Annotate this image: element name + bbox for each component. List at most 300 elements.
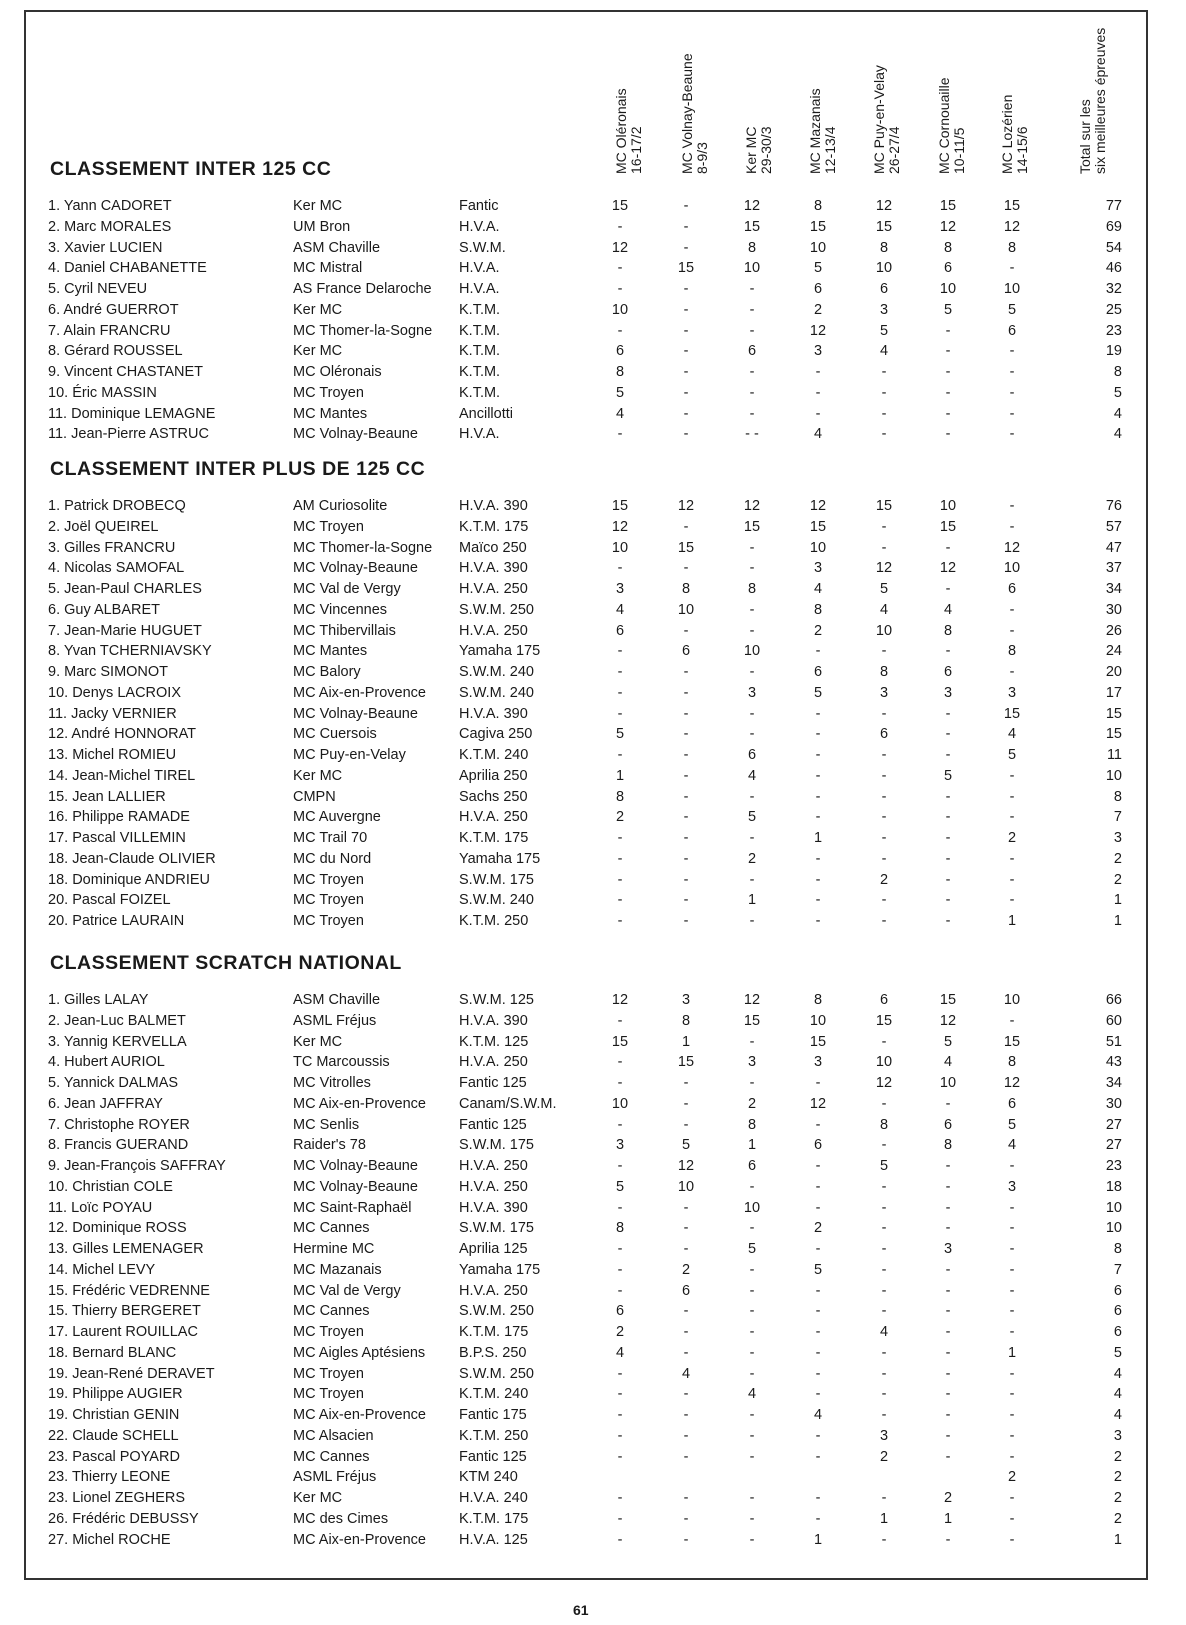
result-event-4: 2 — [813, 301, 823, 318]
total-points: 34 — [1105, 1075, 1122, 1091]
result-event-7: - — [1009, 384, 1015, 401]
club-name: MC Cuersois — [293, 726, 377, 743]
motorcycle-make: H.V.A. 125 — [459, 1531, 528, 1548]
result-event-7: 5 — [1007, 1116, 1017, 1133]
club-name: MC Saint-Raphaël — [293, 1199, 412, 1216]
total-points: 6 — [1113, 1303, 1122, 1320]
result-event-6: - — [945, 643, 951, 660]
result-event-4: - — [815, 1344, 821, 1361]
result-event-1: - — [617, 1531, 623, 1548]
result-event-2: - — [683, 1386, 689, 1403]
result-event-7: - — [1009, 518, 1015, 535]
rider-rank: 10. — [48, 1178, 69, 1195]
result-event-7: - — [1009, 767, 1015, 784]
result-event-3: 10 — [743, 1199, 761, 1216]
rider-full-name: Philippe AUGIER — [72, 1386, 183, 1403]
result-event-2: 6 — [681, 643, 691, 660]
rider-name — [48, 1013, 186, 1029]
club-name: MC Troyen — [293, 913, 364, 929]
result-event-6: - — [945, 913, 951, 929]
rider-rank: 9. — [48, 1158, 61, 1174]
motorcycle-make: S.W.M. — [459, 239, 506, 256]
result-event-5: 8 — [879, 239, 889, 256]
rider-full-name: Pascal FOIZEL — [72, 892, 171, 909]
result-event-4: 10 — [809, 1012, 827, 1029]
motorcycle-make: S.W.M. 240 — [459, 684, 534, 701]
table-row — [0, 623, 1186, 643]
table-row — [0, 343, 1186, 363]
motorcycle-make: H.V.A. 250 — [459, 581, 528, 597]
result-event-1: 12 — [611, 239, 629, 256]
result-event-4: 3 — [813, 1054, 823, 1071]
club-name: MC Troyen — [293, 1324, 364, 1340]
result-event-3: 1 — [747, 1137, 757, 1154]
rider-name — [48, 602, 160, 618]
result-event-3: - — [749, 1448, 755, 1465]
motorcycle-make: K.T.M. 250 — [459, 1427, 529, 1444]
result-event-4: - — [815, 1490, 821, 1506]
result-event-5: - — [881, 518, 887, 535]
table-row — [0, 323, 1186, 343]
result-event-7: - — [1009, 1427, 1015, 1444]
result-event-2: - — [683, 560, 689, 577]
rider-full-name: Dominique LEMAGNE — [71, 405, 216, 422]
result-event-7: 3 — [1007, 684, 1017, 701]
table-row — [0, 540, 1186, 560]
column-header-total: Total sur les six meilleures épreuves — [1077, 27, 1108, 174]
result-event-4: - — [815, 364, 821, 380]
motorcycle-make: Ancillotti — [459, 405, 513, 422]
result-event-4: 8 — [813, 198, 823, 214]
result-event-7: - — [1009, 1158, 1015, 1174]
motorcycle-make: K.T.M. 175 — [459, 830, 529, 846]
rider-rank: 15. — [48, 788, 69, 805]
result-event-2: - — [683, 788, 689, 805]
rider-rank: 4. — [48, 1054, 61, 1071]
motorcycle-make: H.V.A. — [459, 426, 500, 443]
total-points: 30 — [1105, 601, 1122, 618]
rider-full-name: Dominique ROSS — [72, 1220, 187, 1237]
result-event-4: - — [815, 1427, 821, 1444]
result-event-4: 12 — [809, 322, 827, 339]
result-event-1: 2 — [615, 809, 625, 826]
result-event-5: 10 — [875, 1054, 893, 1071]
result-event-6: 3 — [943, 684, 953, 701]
rider-rank: 20. — [48, 913, 69, 929]
section-title: CLASSEMENT INTER PLUS DE 125 CC — [50, 458, 426, 480]
result-event-6: - — [945, 892, 951, 909]
total-points: 76 — [1105, 498, 1122, 514]
rider-name — [48, 1262, 155, 1278]
total-points: 10 — [1105, 1199, 1122, 1216]
table-row — [0, 406, 1186, 426]
result-event-7: - — [1009, 892, 1015, 909]
result-event-4: 15 — [809, 218, 827, 235]
rider-name — [48, 426, 209, 442]
rider-name — [48, 281, 147, 297]
result-event-5: - — [881, 913, 887, 929]
rider-rank: 8. — [48, 343, 61, 360]
rider-full-name: Yannig KERVELLA — [63, 1033, 187, 1050]
club-name: Raider's 78 — [293, 1137, 366, 1154]
total-points: 2 — [1113, 1448, 1122, 1465]
result-event-5: - — [881, 1199, 887, 1216]
table-row — [0, 1532, 1186, 1552]
result-event-7: 12 — [1003, 218, 1021, 235]
club-name: MC Cannes — [293, 1220, 370, 1237]
rider-full-name: Michel ROCHE — [72, 1531, 171, 1548]
result-event-4: 4 — [813, 581, 823, 597]
rider-rank: 3. — [48, 539, 61, 556]
result-event-4: 6 — [813, 1137, 823, 1154]
result-event-3: - — [749, 726, 755, 743]
rider-rank: 1. — [48, 498, 61, 514]
table-row — [0, 219, 1186, 239]
club-name: MC Trail 70 — [293, 830, 368, 846]
total-points: 15 — [1105, 705, 1122, 722]
rider-name — [48, 1137, 188, 1153]
result-event-2: - — [683, 426, 689, 443]
motorcycle-make: Sachs 250 — [459, 788, 528, 805]
rider-name — [48, 198, 172, 214]
motorcycle-make: H.V.A. — [459, 281, 500, 297]
rider-rank: 26. — [48, 1510, 69, 1527]
result-event-4: 5 — [813, 260, 823, 277]
result-event-1: 12 — [611, 518, 629, 535]
rider-rank: 27. — [48, 1531, 69, 1548]
result-event-1: - — [617, 1075, 623, 1091]
rider-name — [48, 1034, 187, 1050]
rider-rank: 10. — [48, 684, 69, 701]
total-points: 10 — [1105, 767, 1122, 784]
result-event-5: 1 — [879, 1510, 889, 1527]
result-event-3: 3 — [747, 684, 757, 701]
result-event-3: 2 — [747, 1095, 757, 1112]
result-event-1: 6 — [615, 1303, 625, 1320]
motorcycle-make: H.V.A. — [459, 218, 500, 235]
rider-rank: 7. — [48, 622, 61, 639]
motorcycle-make: K.T.M. 175 — [459, 1510, 529, 1527]
motorcycle-make: S.W.M. 175 — [459, 1137, 534, 1154]
rider-full-name: Thierry LEONE — [71, 1469, 171, 1486]
result-event-4: - — [815, 871, 821, 888]
motorcycle-make: Fantic — [459, 198, 499, 214]
total-points: 2 — [1113, 1469, 1122, 1486]
result-event-1: - — [617, 281, 623, 297]
club-name: MC Aigles Aptésiens — [293, 1344, 426, 1361]
result-event-4: 10 — [809, 539, 827, 556]
motorcycle-make: Yamaha 175 — [459, 850, 541, 867]
result-event-3: - — [749, 405, 755, 422]
result-event-5: - — [881, 788, 887, 805]
result-event-6: - — [945, 1095, 951, 1112]
result-event-4: 2 — [813, 1220, 823, 1237]
result-event-1: - — [617, 913, 623, 929]
result-event-1: 8 — [615, 1220, 625, 1237]
result-event-6: - — [945, 581, 951, 597]
result-event-7: - — [1009, 1241, 1015, 1257]
result-event-7: 5 — [1007, 301, 1017, 318]
result-event-6: 2 — [943, 1490, 953, 1506]
result-event-7: - — [1009, 498, 1015, 514]
result-event-7: - — [1009, 405, 1015, 422]
result-event-1: 5 — [615, 1178, 625, 1195]
total-points: 8 — [1113, 1241, 1122, 1257]
rider-full-name: Jean-Claude OLIVIER — [72, 850, 216, 867]
result-event-5: 4 — [879, 1324, 889, 1340]
rider-rank: 8. — [48, 1137, 61, 1154]
rider-name — [48, 1096, 163, 1112]
result-event-3: - — [749, 622, 755, 639]
club-name: MC Alsacien — [293, 1427, 374, 1444]
table-row — [0, 768, 1186, 788]
total-points: 8 — [1113, 364, 1122, 380]
motorcycle-make: S.W.M. 250 — [459, 1303, 534, 1320]
rider-full-name: Christian COLE — [72, 1178, 173, 1195]
result-event-4: - — [815, 1365, 821, 1382]
result-event-3: - — [749, 913, 755, 929]
total-points: 1 — [1113, 913, 1122, 929]
total-points: 69 — [1105, 218, 1122, 235]
club-name: Hermine MC — [293, 1241, 375, 1257]
result-event-4: - — [815, 767, 821, 784]
result-event-3: 15 — [743, 1012, 761, 1029]
result-event-1: 10 — [611, 301, 629, 318]
result-event-3: 5 — [747, 809, 757, 826]
rider-name — [48, 1490, 185, 1506]
total-points: 27 — [1105, 1137, 1122, 1154]
motorcycle-make: K.T.M. 250 — [459, 913, 529, 929]
result-event-2: - — [683, 1095, 689, 1112]
result-event-6: 5 — [943, 767, 953, 784]
motorcycle-make: K.T.M. 175 — [459, 1324, 529, 1340]
result-event-2: - — [683, 664, 689, 680]
total-points: 2 — [1113, 1490, 1122, 1506]
rider-full-name: Bernard BLANC — [72, 1344, 177, 1361]
motorcycle-make: H.V.A. 390 — [459, 705, 528, 722]
rider-full-name: Jean-Luc BALMET — [64, 1012, 186, 1029]
club-name: MC Volnay-Beaune — [293, 560, 418, 577]
motorcycle-make: Cagiva 250 — [459, 726, 533, 743]
motorcycle-make: Fantic 175 — [459, 1407, 527, 1423]
result-event-7: 8 — [1007, 239, 1017, 256]
rider-name — [48, 664, 168, 680]
table-row — [0, 789, 1186, 809]
rider-name — [48, 872, 210, 888]
total-points: 2 — [1113, 850, 1122, 867]
result-event-6: 15 — [939, 992, 957, 1008]
result-event-2: - — [683, 684, 689, 701]
result-event-6: - — [945, 384, 951, 401]
result-event-6: - — [945, 1531, 951, 1548]
result-event-4: - — [815, 705, 821, 722]
result-event-6: 4 — [943, 601, 953, 618]
table-row — [0, 1511, 1186, 1531]
total-points: 51 — [1105, 1033, 1122, 1050]
result-event-3: 15 — [743, 518, 761, 535]
result-event-7: 15 — [1003, 1033, 1021, 1050]
club-name: MC Mistral — [293, 260, 363, 277]
total-points: 10 — [1105, 1220, 1122, 1237]
result-event-4: - — [815, 1510, 821, 1527]
total-points: 7 — [1113, 1261, 1122, 1278]
result-event-5: 12 — [875, 198, 893, 214]
rider-rank: 8. — [48, 643, 61, 660]
table-row — [0, 913, 1186, 933]
result-event-4: 6 — [813, 664, 823, 680]
rider-name — [48, 1054, 165, 1070]
result-event-7: 12 — [1003, 1075, 1021, 1091]
result-event-3: - — [749, 539, 755, 556]
result-event-2: - — [683, 1490, 689, 1506]
result-event-2: - — [683, 364, 689, 380]
club-name: MC Troyen — [293, 384, 364, 401]
total-points: 23 — [1105, 1158, 1122, 1174]
total-points: 34 — [1105, 581, 1122, 597]
result-event-4: 5 — [813, 684, 823, 701]
result-event-7: - — [1009, 871, 1015, 888]
result-event-4: 15 — [809, 518, 827, 535]
result-event-5: 4 — [879, 343, 889, 360]
motorcycle-make: H.V.A. 390 — [459, 1199, 528, 1216]
result-event-6: 12 — [939, 218, 957, 235]
rider-name — [48, 1407, 179, 1423]
table-row — [0, 1013, 1186, 1033]
result-event-6: 5 — [943, 1033, 953, 1050]
table-row — [0, 1158, 1186, 1178]
total-points: 17 — [1105, 684, 1122, 701]
rider-rank: 1. — [48, 992, 61, 1008]
rider-full-name: Xavier LUCIEN — [64, 239, 163, 256]
rider-full-name: Pascal VILLEMIN — [72, 830, 186, 846]
result-event-2: - — [683, 1220, 689, 1237]
club-name: ASML Fréjus — [293, 1469, 377, 1486]
result-event-5: 3 — [879, 301, 889, 318]
result-event-1: - — [617, 684, 623, 701]
rider-rank: 7. — [48, 1116, 61, 1133]
result-event-1: - — [617, 664, 623, 680]
rider-rank: 9. — [48, 364, 61, 380]
rider-name — [48, 913, 184, 929]
result-event-4: - — [815, 1199, 821, 1216]
rider-full-name: Frédéric DEBUSSY — [72, 1510, 199, 1527]
result-event-4: - — [815, 726, 821, 743]
rider-rank: 13. — [48, 747, 69, 763]
result-event-5: 12 — [875, 1075, 893, 1091]
result-event-5: 5 — [879, 581, 889, 597]
rider-full-name: Éric MASSIN — [72, 384, 157, 401]
table-row — [0, 1407, 1186, 1427]
result-event-3: - — [749, 281, 755, 297]
result-event-5: - — [881, 705, 887, 722]
section-title: CLASSEMENT INTER 125 CC — [50, 158, 332, 180]
result-event-1: - — [617, 1407, 623, 1423]
rider-rank: 15. — [48, 1303, 69, 1320]
rider-name — [48, 219, 171, 235]
result-event-2: - — [683, 809, 689, 826]
table-row — [0, 1054, 1186, 1074]
result-event-6: - — [945, 1427, 951, 1444]
result-event-4: - — [815, 1303, 821, 1320]
total-points: 30 — [1105, 1095, 1122, 1112]
total-points: 66 — [1105, 992, 1122, 1008]
result-event-5: - — [881, 364, 887, 380]
result-event-3: - — [749, 601, 755, 618]
result-event-5: - — [881, 1261, 887, 1278]
club-name: MC Val de Vergy — [293, 1282, 401, 1299]
result-event-1: - — [617, 218, 623, 235]
total-points: 4 — [1113, 426, 1122, 443]
rider-full-name: Jacky VERNIER — [71, 705, 177, 722]
rider-rank: 1. — [48, 198, 61, 214]
rider-rank: 5. — [48, 581, 61, 597]
result-event-6: 10 — [939, 281, 957, 297]
result-event-1: 6 — [615, 343, 625, 360]
motorcycle-make: H.V.A. 240 — [459, 1490, 528, 1506]
result-event-2: - — [683, 1344, 689, 1361]
result-event-2: - — [683, 343, 689, 360]
result-event-5: 10 — [875, 260, 893, 277]
rider-full-name: André HONNORAT — [71, 726, 197, 743]
motorcycle-make: H.V.A. 390 — [459, 560, 528, 577]
result-event-1: 8 — [615, 788, 625, 805]
rider-full-name: Jean-Michel TIREL — [72, 767, 196, 784]
rider-name — [48, 1428, 179, 1444]
result-event-2: - — [683, 1510, 689, 1527]
result-event-1: 15 — [611, 498, 629, 514]
club-name: MC Val de Vergy — [293, 581, 401, 597]
rider-name — [48, 1532, 171, 1548]
result-event-3: - - — [745, 426, 759, 443]
total-points: 8 — [1113, 788, 1122, 805]
result-event-3: 15 — [743, 218, 761, 235]
rider-full-name: Patrick DROBECQ — [64, 498, 186, 514]
table-row — [0, 643, 1186, 663]
result-event-7: 6 — [1007, 581, 1017, 597]
result-event-2: - — [683, 705, 689, 722]
result-event-6: - — [945, 871, 951, 888]
table-row — [0, 747, 1186, 767]
column-header-event-2: MC Volnay-Beaune 8-9/3 — [679, 53, 710, 174]
result-event-2: - — [683, 871, 689, 888]
result-event-1: - — [617, 1282, 623, 1299]
rider-full-name: Michel LEVY — [72, 1261, 156, 1278]
result-event-7: - — [1009, 622, 1015, 639]
total-points: 15 — [1105, 726, 1122, 743]
result-event-2: - — [683, 239, 689, 256]
result-event-7: - — [1009, 1261, 1015, 1278]
rider-name — [48, 240, 162, 256]
result-event-3: 6 — [747, 747, 757, 763]
result-event-2: 12 — [677, 498, 695, 514]
result-event-6: 8 — [943, 239, 953, 256]
rider-rank: 14. — [48, 767, 69, 784]
result-event-2: - — [683, 850, 689, 867]
result-event-6: - — [945, 1448, 951, 1465]
result-event-6: - — [945, 1303, 951, 1320]
total-points: 4 — [1113, 1365, 1122, 1382]
result-event-7: - — [1009, 664, 1015, 680]
motorcycle-make: H.V.A. 250 — [459, 1178, 528, 1195]
rider-rank: 5. — [48, 281, 61, 297]
result-event-7: 8 — [1007, 1054, 1017, 1071]
rider-rank: 2. — [48, 1012, 61, 1029]
result-event-5: 6 — [879, 726, 889, 743]
result-event-2: 8 — [681, 581, 691, 597]
result-event-4: 5 — [813, 1261, 823, 1278]
rider-rank: 9. — [48, 664, 61, 680]
result-event-1: - — [617, 1199, 623, 1216]
